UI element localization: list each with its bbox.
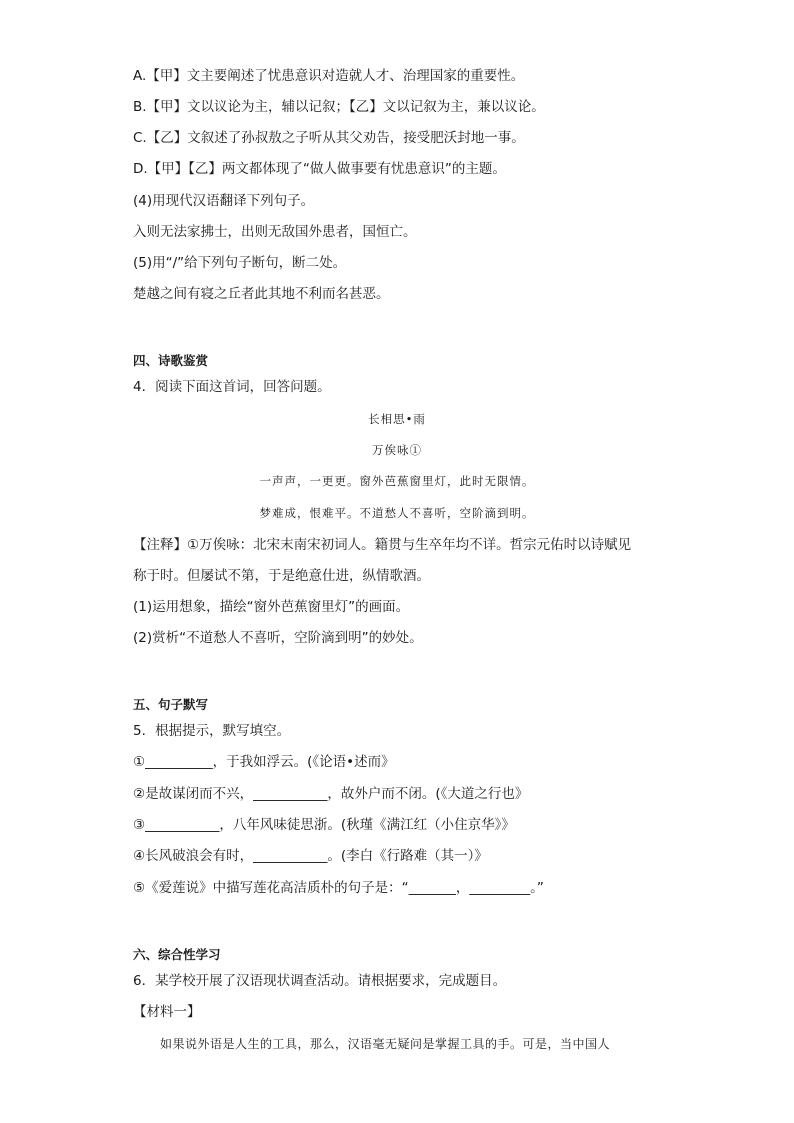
material-text: 如果说外语是人生的工具，那么，汉语毫无疑问是掌握工具的手。可是，当中国人 [160,1037,611,1051]
sub-question-2: (2)赏析“不道愁人不喜听，空阶滴到明”的妙处。 [133,630,423,646]
section-4-heading: 四、诗歌鉴赏 [133,353,209,368]
sub-question-4-sentence: 入则无法家拂士，出则无敌国外患者，国恒亡。 [133,224,417,240]
option-b: B.【甲】文以议论为主，辅以记叙；【乙】文以记叙为主，兼以议论。 [133,99,545,115]
sub-question-5-sentence: 楚越之间有寝之丘者此其地不利而名甚恶。 [133,286,390,302]
annotation-line-2: 称于时。但屡试不第，于是绝意仕进，纵情歌酒。 [133,568,430,584]
poem-line-1: 一声声，一更更。窗外芭蕉窗里灯，此时无限情。 [259,474,535,488]
fill-in-item-1: ①__________，于我如浮云。(《论语•述而》 [133,754,395,770]
section-5-heading: 五、句子默写 [133,697,209,712]
poem-line-2: 梦难成，恨难平。不道愁人不喜听，空阶滴到明。 [259,506,535,520]
question-5-prompt: 5．根据提示，默写填空。 [133,723,291,739]
poem-title: 长相思•雨 [368,412,426,426]
option-a: A.【甲】文主要阐述了忧患意识对造就人才、治理国家的重要性。 [133,68,525,84]
material-label: 【材料一】 [133,1004,201,1020]
option-d: D.【甲】【乙】两文都体现了“做人做事要有忧患意识”的主题。 [133,161,506,177]
question-6-prompt: 6．某学校开展了汉语现状调查活动。请根据要求，完成题目。 [133,973,507,989]
fill-in-item-3: ③___________，八年风味徒思浙。(秋瑾《满江红（小住京华》》 [133,817,515,833]
option-c: C.【乙】文叙述了孙叔敖之子听从其父劝告，接受肥沃封地一事。 [133,130,525,146]
section-6-heading: 六、综合性学习 [133,947,221,962]
sub-question-5-prompt: (5)用“/”给下列句子断句，断二处。 [133,255,347,271]
fill-in-item-2: ②是故谋闭而不兴，___________，故外户而不闭。(《大道之行也》 [133,786,529,802]
sub-question-4-prompt: (4)用现代汉语翻译下列句子。 [133,193,315,209]
fill-in-item-4: ④长风破浪会有时，___________。(李白《行路难（其一）》 [133,848,488,864]
sub-question-1: (1)运用想象，描绘“窗外芭蕉窗里灯”的画面。 [133,599,410,615]
question-4-prompt: 4．阅读下面这首词，回答问题。 [133,379,331,395]
poem-author: 万俟咏① [372,443,422,457]
annotation-line-1: 【注释】①万俟咏：北宋末南宋初词人。籍贯与生卒年均不详。哲宗元佑时以诗赋见 [133,537,632,553]
fill-in-item-5: ⑤《爱莲说》中描写莲花高洁质朴的句子是：“_______，_________。” [133,880,544,896]
